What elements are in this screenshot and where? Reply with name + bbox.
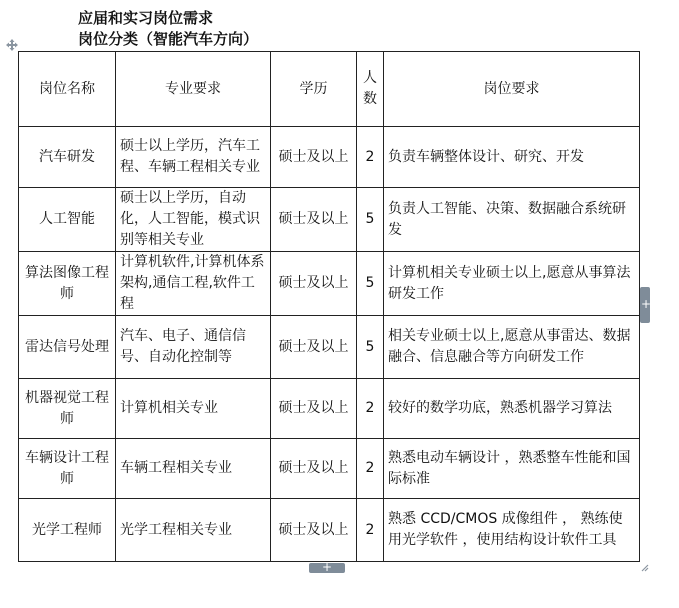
cell-major[interactable]: 计算机软件,计算机体系架构,通信工程,软件工程 (116, 252, 271, 316)
cell-position-name[interactable]: 车辆设计工程师 (19, 439, 116, 499)
cell-requirement[interactable]: 较好的数学功底，熟悉机器学习算法 (384, 379, 640, 439)
cell-education[interactable]: 硕士及以上 (271, 127, 357, 188)
cell-position-name[interactable]: 机器视觉工程师 (19, 379, 116, 439)
cell-count[interactable]: 2 (357, 379, 384, 439)
header-education[interactable]: 学历 (271, 52, 357, 127)
table-row (19, 379, 640, 439)
cell-major[interactable]: 计算机相关专业 (116, 379, 271, 439)
header-position-name[interactable]: 岗位名称 (19, 52, 116, 127)
cell-education[interactable]: 硕士及以上 (271, 379, 357, 439)
category-title: 岗位分类（智能汽车方向） (78, 30, 259, 48)
cell-education[interactable]: 硕士及以上 (271, 188, 357, 252)
cell-count[interactable]: 5 (357, 316, 384, 379)
table-row (19, 439, 640, 499)
job-requirements-table (18, 51, 640, 562)
table-row (19, 252, 640, 316)
cell-requirement[interactable]: 相关专业硕士以上,愿意从事雷达、数据融合、信息融合等方向研发工作 (384, 316, 640, 379)
resize-corner-icon[interactable] (640, 563, 649, 572)
cell-count[interactable]: 2 (357, 439, 384, 499)
cell-major[interactable]: 汽车、电子、通信信号、自动化控制等 (116, 316, 271, 379)
cell-education[interactable]: 硕士及以上 (271, 439, 357, 499)
header-major[interactable]: 专业要求 (116, 52, 271, 127)
plus-icon: + (321, 560, 333, 574)
header-requirement[interactable]: 岗位要求 (384, 52, 640, 127)
cell-requirement[interactable]: 计算机相关专业硕士以上,愿意从事算法研发工作 (384, 252, 640, 316)
cell-count[interactable]: 5 (357, 252, 384, 316)
cell-education[interactable]: 硕士及以上 (271, 252, 357, 316)
cell-education[interactable]: 硕士及以上 (271, 316, 357, 379)
cell-major[interactable]: 车辆工程相关专业 (116, 439, 271, 499)
header-count[interactable]: 人数 (357, 52, 384, 127)
cell-count[interactable]: 5 (357, 188, 384, 252)
cell-count[interactable]: 2 (357, 127, 384, 188)
cell-education[interactable]: 硕士及以上 (271, 499, 357, 562)
cell-major[interactable]: 光学工程相关专业 (116, 499, 271, 562)
cell-requirement[interactable]: 负责人工智能、决策、数据融合系统研发 (384, 188, 640, 252)
document-title: 应届和实习岗位需求 (78, 9, 214, 27)
cell-position-name[interactable]: 算法图像工程师 (19, 252, 116, 316)
table-header-row (19, 52, 640, 127)
cell-requirement[interactable]: 负责车辆整体设计、研究、开发 (384, 127, 640, 188)
cell-position-name[interactable]: 汽车研发 (19, 127, 116, 188)
cell-major[interactable]: 硕士以上学历，汽车工程、车辆工程相关专业 (116, 127, 271, 188)
cell-count[interactable]: 2 (357, 499, 384, 562)
table-row (19, 188, 640, 252)
move-arrows-icon[interactable] (5, 38, 19, 52)
table-row (19, 316, 640, 379)
add-column-handle[interactable] (640, 287, 650, 323)
plus-icon: + (641, 297, 652, 311)
cell-position-name[interactable]: 光学工程师 (19, 499, 116, 562)
add-row-handle[interactable] (309, 560, 345, 574)
table-row (19, 499, 640, 562)
cell-requirement[interactable]: 熟悉 CCD/CMOS 成像组件 ， 熟练使用光学软件 ，使用结构设计软件工具 (384, 499, 640, 562)
cell-position-name[interactable]: 雷达信号处理 (19, 316, 116, 379)
cell-major[interactable]: 硕士以上学历，自动化，人工智能，模式识别等相关专业 (116, 188, 271, 252)
cell-requirement[interactable]: 熟悉电动车辆设计 ，熟悉整车性能和国际标准 (384, 439, 640, 499)
table-row (19, 127, 640, 188)
cell-position-name[interactable]: 人工智能 (19, 188, 116, 252)
